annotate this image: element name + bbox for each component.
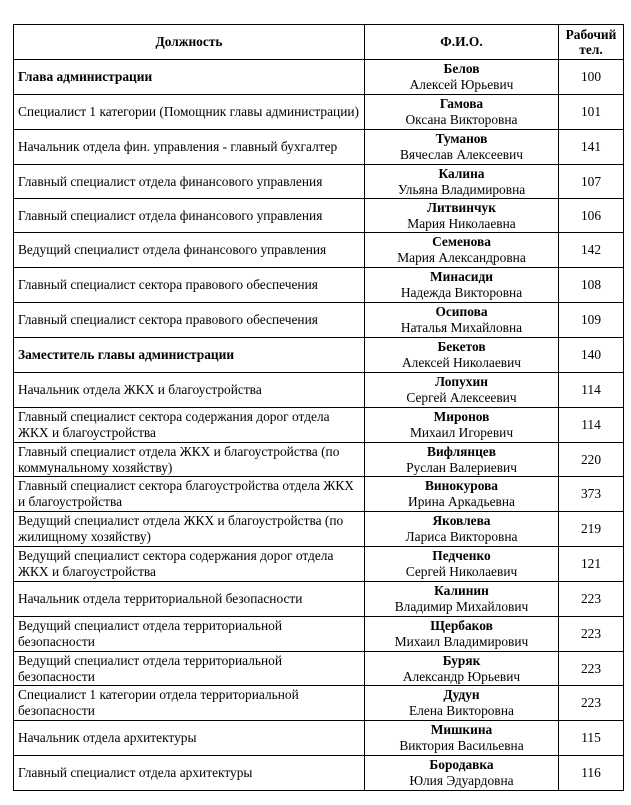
table-row [14,756,624,791]
given-name-text: Михаил Игоревич [409,425,514,440]
position-cell: Начальник отдела архитектуры [14,721,365,756]
given-name-text: Михаил Владимирович [394,634,529,649]
table-row [14,652,624,686]
phone-cell: 223 [559,686,624,721]
phone-cell: 219 [559,512,624,547]
surname-text: Калина [438,165,485,181]
name-cell [365,756,559,791]
given-name-text: Вячеслав Алексеевич [399,147,524,162]
phone-cell: 114 [559,373,624,408]
surname-text: Вифлянцев [427,443,496,459]
phone-cell: 116 [559,756,624,791]
header-position: Должность [14,25,365,60]
surname-text: Калинин [434,583,489,598]
phone-cell: 101 [559,95,624,130]
table-row [14,233,624,268]
phone-cell: 107 [559,165,624,199]
name-cell [365,512,559,547]
phone-cell: 114 [559,408,624,443]
position-cell: Ведущий специалист отдела территориальной безопасности [14,652,365,686]
table-header [14,25,624,60]
table-row [14,547,624,582]
name-cell [365,373,559,408]
phone-cell: 223 [559,582,624,617]
given-name-text: Надежда Викторовна [400,285,523,300]
phone-cell: 140 [559,338,624,373]
name-cell [365,477,559,512]
phone-cell: 100 [559,60,624,95]
table-row [14,338,624,373]
given-name-text: Мария Николаевна [407,215,516,231]
given-name-text: Сергей Алексеевич [406,390,517,405]
surname-text: Буряк [442,652,481,668]
given-name-text: Елена Викторовна [409,703,514,718]
surname-text: Мишкина [430,722,493,737]
position-cell: Главный специалист отдела финансового управления [14,199,365,233]
given-name-text: Александр Юрьевич [402,668,521,684]
table-row [14,408,624,443]
position-cell: Начальник отдела территориальной безопасности [14,582,365,617]
name-cell [365,547,559,582]
position-cell: Главный специалист сектора благоустройства отдела ЖКХ и благоустройства [14,477,365,512]
name-cell [365,582,559,617]
surname-text: Дудун [443,687,480,702]
header-phone: Рабочий тел. [559,25,624,60]
given-name-text: Ирина Аркадьевна [408,494,515,509]
name-cell [365,721,559,756]
table-row [14,721,624,756]
table-row [14,443,624,477]
table-row [14,95,624,130]
table-body [14,60,624,791]
position-cell: Начальник отдела ЖКХ и благоустройства [14,373,365,408]
table-row [14,165,624,199]
position-cell: Главный специалист отдела архитектуры [14,756,365,791]
table-row [14,130,624,165]
surname-text: Осипова [435,304,488,319]
phone-cell: 115 [559,721,624,756]
position-cell: Ведущий специалист отдела финансового управления [14,233,365,268]
table-row [14,373,624,408]
name-cell [365,165,559,199]
table-row [14,686,624,721]
table-row [14,60,624,95]
phone-cell: 142 [559,233,624,268]
phone-cell: 108 [559,268,624,303]
surname-text: Минасиди [430,269,493,284]
table-row [14,617,624,652]
phone-cell: 141 [559,130,624,165]
phone-cell: 109 [559,303,624,338]
surname-text: Миронов [433,409,490,424]
given-name-text: Алексей Юрьевич [409,77,514,92]
phone-cell: 106 [559,199,624,233]
phone-cell: 220 [559,443,624,477]
surname-text: Яковлева [432,513,491,528]
table-row [14,199,624,233]
staff-directory-table [13,24,624,791]
surname-text: Лопухин [435,374,488,389]
surname-text: Щербаков [430,618,493,633]
position-cell: Специалист 1 категории отдела территориальной безопасности [14,686,365,721]
surname-text: Гамова [439,96,484,111]
position-cell: Специалист 1 категории (Помощник главы администрации) [14,95,365,130]
surname-text: Белов [443,61,480,76]
position-cell: Глава администрации [14,60,365,95]
name-cell [365,60,559,95]
name-cell [365,130,559,165]
surname-text: Педченко [432,548,491,563]
header-row [14,25,624,60]
given-name-text: Лариса Викторовна [405,529,518,544]
surname-text: Бородавка [429,757,494,772]
surname-text: Туманов [435,131,488,146]
name-cell [365,95,559,130]
name-cell [365,443,559,477]
given-name-text: Мария Александровна [397,250,526,265]
phone-cell: 121 [559,547,624,582]
name-cell [365,233,559,268]
position-cell: Начальник отдела фин. управления - главный бухгалтер [14,130,365,165]
name-cell [365,338,559,373]
phone-cell: 223 [559,652,624,686]
position-cell: Заместитель главы администрации [14,338,365,373]
name-cell [365,303,559,338]
surname-text: Семенова [432,234,491,249]
position-cell: Главный специалист отдела ЖКХ и благоустройства (по коммунальному хозяйству) [14,443,365,477]
position-cell: Главный специалист сектора содержания дорог отдела ЖКХ и благоустройства [14,408,365,443]
position-cell: Главный специалист отдела финансового управления [14,165,365,199]
surname-text: Литвинчук [427,199,496,215]
position-cell: Главный специалист сектора правового обеспечения [14,303,365,338]
position-cell: Ведущий специалист сектора содержания дорог отдела ЖКХ и благоустройства [14,547,365,582]
name-cell [365,268,559,303]
name-cell [365,408,559,443]
header-name: Ф.И.О. [365,25,559,60]
table-row [14,303,624,338]
position-cell: Ведущий специалист отдела ЖКХ и благоустройства (по жилищному хозяйству) [14,512,365,547]
table-row [14,268,624,303]
name-cell [365,652,559,686]
position-cell: Главный специалист сектора правового обеспечения [14,268,365,303]
position-cell: Ведущий специалист отдела территориальной безопасности [14,617,365,652]
given-name-text: Ульяна Владимировна [397,181,526,197]
given-name-text: Владимир Михайлович [394,599,529,614]
given-name-text: Сергей Николаевич [405,564,518,579]
given-name-text: Оксана Викторовна [405,112,518,127]
surname-text: Бекетов [437,339,486,354]
name-cell [365,199,559,233]
name-cell [365,617,559,652]
table-row [14,512,624,547]
given-name-text: Юлия Эдуардовна [409,773,514,788]
given-name-text: Алексей Николаевич [401,355,521,370]
phone-cell: 223 [559,617,624,652]
table-row [14,477,624,512]
given-name-text: Виктория Васильевна [399,738,524,753]
phone-cell: 373 [559,477,624,512]
given-name-text: Наталья Михайловна [400,320,523,335]
given-name-text: Руслан Валериевич [406,459,517,475]
name-cell [365,686,559,721]
surname-text: Винокурова [424,478,498,493]
table-row [14,582,624,617]
